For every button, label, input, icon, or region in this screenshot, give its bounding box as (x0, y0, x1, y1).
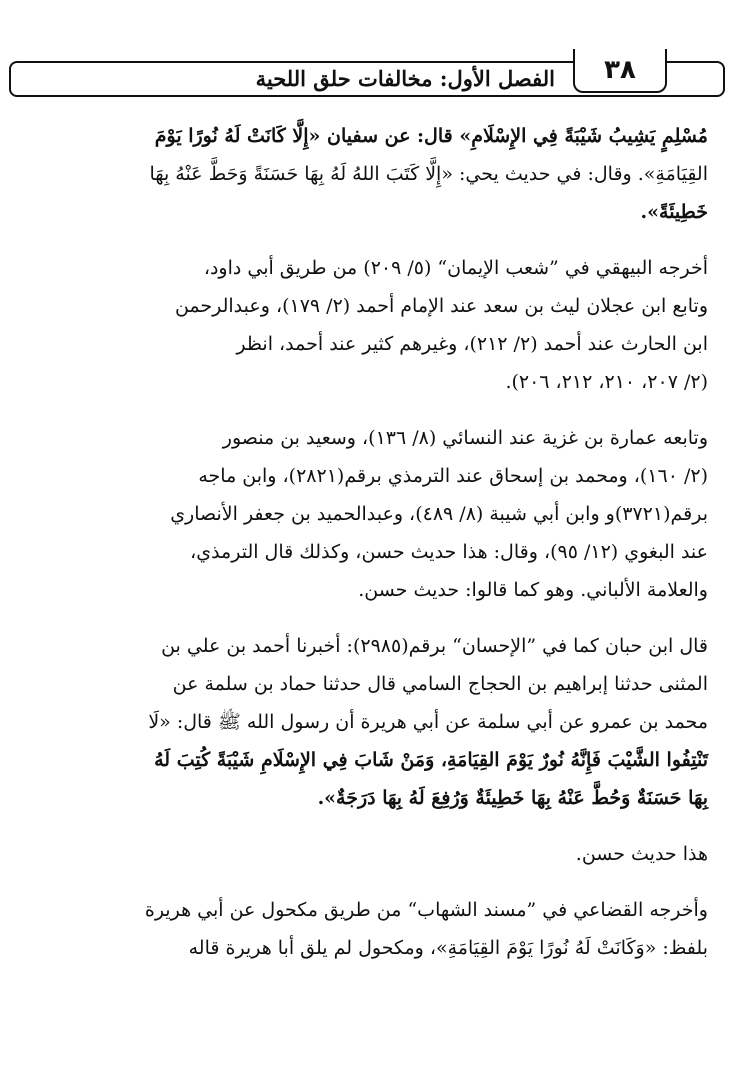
paragraph-grading (34, 835, 708, 873)
page-header (9, 55, 725, 97)
text-line: بلفظ: «وَكَانَتْ لَهُ نُورًا يَوْمَ القِيَامَةِ»، ومكحول لم يلق أبا هريرة قاله (188, 937, 708, 959)
text-line: القِيَامَةِ». وقال: في حديث يحي: «إِلَّا كَتَبَ اللهُ لَهُ بِهَا حَسَنَةً وَحَطَّ عَنْهُ بِهَا (149, 163, 708, 185)
paragraph-hadith-continuation (34, 117, 708, 231)
text-line: وأخرجه القضاعي في ”مسند الشهاب“ من طريق مكحول عن أبي هريرة (144, 899, 708, 921)
text-line: (٢/ ١٦٠)، ومحمد بن إسحاق عند الترمذي برقم(٢٨٢١)، وابن ماجه (198, 465, 708, 487)
paragraph-qudai (34, 891, 708, 967)
text-line: محمد بن عمرو عن أبي سلمة عن أبي هريرة أن رسول الله ﷺ قال: «لَا (148, 711, 708, 733)
text-line: بِهَا حَسَنَةٌ وَحُطَّ عَنْهُ بِهَا خَطِيئَةٌ وَرُفِعَ لَهُ بِهَا دَرَجَةٌ». (317, 787, 708, 809)
chapter-title: الفصل الأول: مخالفات حلق اللحية (255, 66, 555, 91)
text-line: (٢/ ٢٠٧، ٢١٠، ٢١٢، ٢٠٦). (505, 371, 708, 393)
page-number: ٣٨ (604, 55, 636, 85)
paragraph-tabiah (34, 419, 708, 609)
text-line: برقم(٣٧٢١)و وابن أبي شيبة (٨/ ٤٨٩)، وعبدالحميد بن جعفر الأنصاري (170, 503, 708, 525)
text-line: ابن الحارث عند أحمد (٢/ ٢١٢)، وغيرهم كثير عند أحمد، انظر (236, 333, 708, 355)
text-line: أخرجه البيهقي في ”شعب الإيمان“ (٥/ ٢٠٩) من طريق أبي داود، (203, 257, 708, 279)
text-line: تَنْتِفُوا الشَّيْبَ فَإِنَّهُ نُورٌ يَوْمَ القِيَامَةِ، وَمَنْ شَابَ فِي الإِسْلَامِ شَيْبَةً كُتِبَ لَهُ (154, 749, 708, 771)
page-body (34, 117, 708, 985)
paragraph-ibn-hibban (34, 627, 708, 817)
page-number-tab (573, 49, 667, 93)
text-line: وتابع ابن عجلان ليث بن سعد عند الإمام أحمد (٢/ ١٧٩)، وعبدالرحمن (174, 295, 708, 317)
text-line: خَطِيئَةً». (640, 201, 708, 223)
text-line: قال ابن حبان كما في ”الإحسان“ برقم(٢٩٨٥): أخبرنا أحمد بن علي بن (161, 635, 708, 657)
text-line: المثنى حدثنا إبراهيم بن الحجاج السامي قال حدثنا حماد بن سلمة عن (172, 673, 708, 695)
text-line: وتابعه عمارة بن غزية عند النسائي (٨/ ١٣٦)، وسعيد بن منصور (222, 427, 708, 449)
text-line: والعلامة الألباني. وهو كما قالوا: حديث حسن. (358, 579, 708, 601)
text-line: مُسْلِمٍ يَشِيبُ شَيْبَةً فِي الإِسْلَامِ» قال: عن سفيان «إِلَّا كَانَتْ لَهُ نُورًا يَوْمَ (154, 125, 708, 147)
text-line: عند البغوي (١٢/ ٩٥)، وقال: هذا حديث حسن، وكذلك قال الترمذي، (190, 541, 708, 563)
paragraph-bayhaqi (34, 249, 708, 401)
text-line: هذا حديث حسن. (575, 843, 708, 865)
